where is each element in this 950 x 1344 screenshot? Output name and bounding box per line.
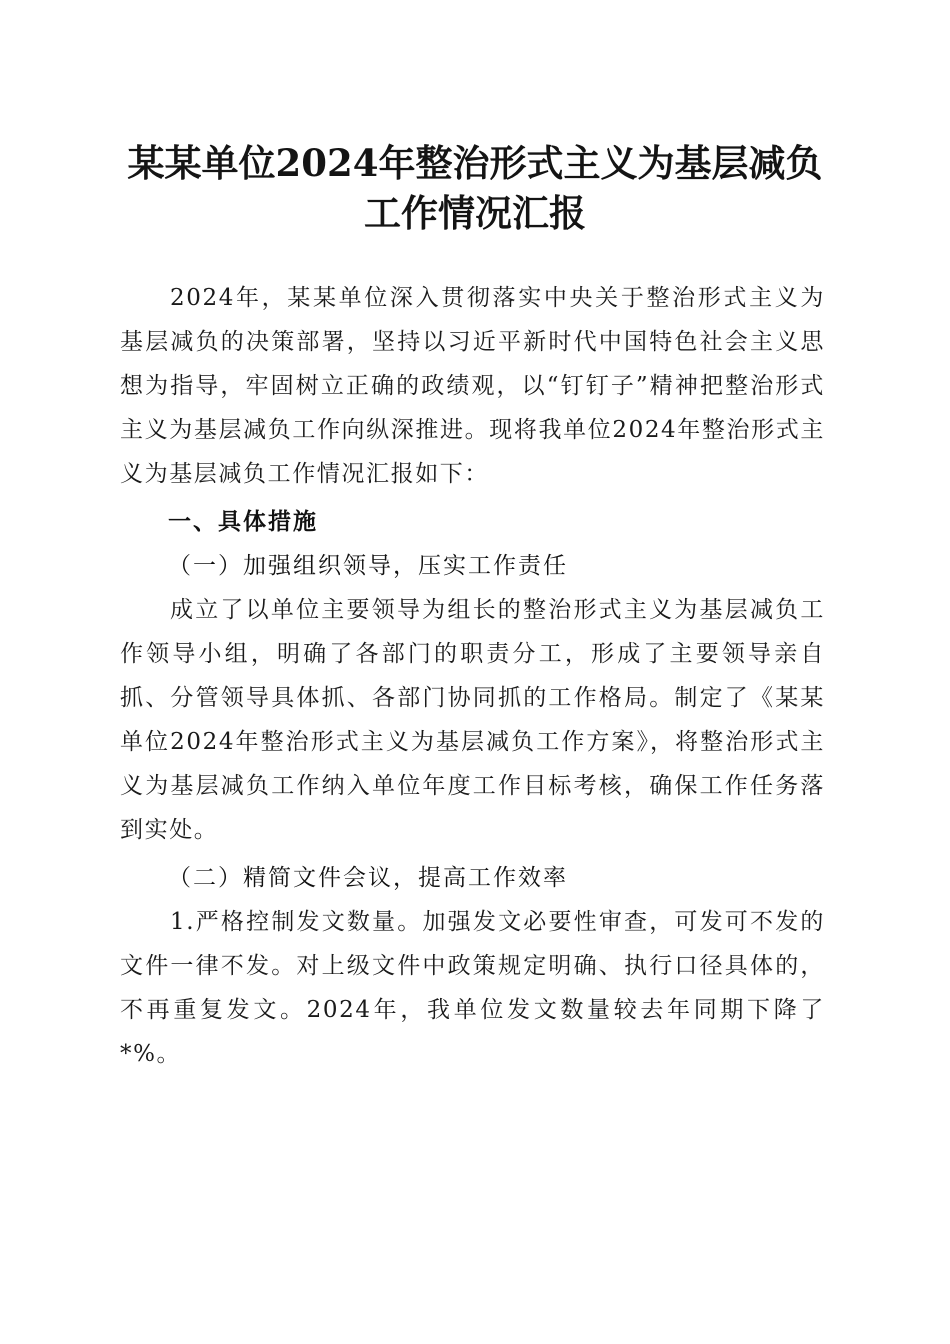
- document-title: 某某单位2024年整治形式主义为基层减负工作情况汇报: [127, 141, 823, 235]
- intro-paragraph: 2024年，某某单位深入贯彻落实中央关于整治形式主义为基层减负的决策部署，坚持以习近平新时代中国特色社会主义思想为指导，牢固树立正确的政绩观，以“钉钉子”精神把整治形式主义为基层减负工作向纵深推进。现将我单位2024年整治形式主义为基层减负工作情况汇报如下：: [120, 285, 825, 487]
- subsection-2-item-1: 1.严格控制发文数量。加强发文必要性审查，可发可不发的文件一律不发。对上级文件中政策规定明确、执行口径具体的，不再重复发文。2024年，我单位发文数量较去年同期下降了*%。: [120, 909, 825, 1067]
- subsection-1-paragraph: 成立了以单位主要领导为组长的整治形式主义为基层减负工作领导小组，明确了各部门的职责分工，形成了主要领导亲自抓、分管领导具体抓、各部门协同抓的工作格局。制定了《某某单位2024年整治形式主义为基层减负工作方案》，将整治形式主义为基层减负工作纳入单位年度工作目标考核，确保工作任务落到实处。: [120, 597, 825, 843]
- section-heading-1: 一、具体措施: [168, 509, 318, 535]
- subsection-heading-2: （二）精简文件会议，提高工作效率: [168, 865, 568, 891]
- subsection-heading-1: （一）加强组织领导，压实工作责任: [168, 553, 568, 579]
